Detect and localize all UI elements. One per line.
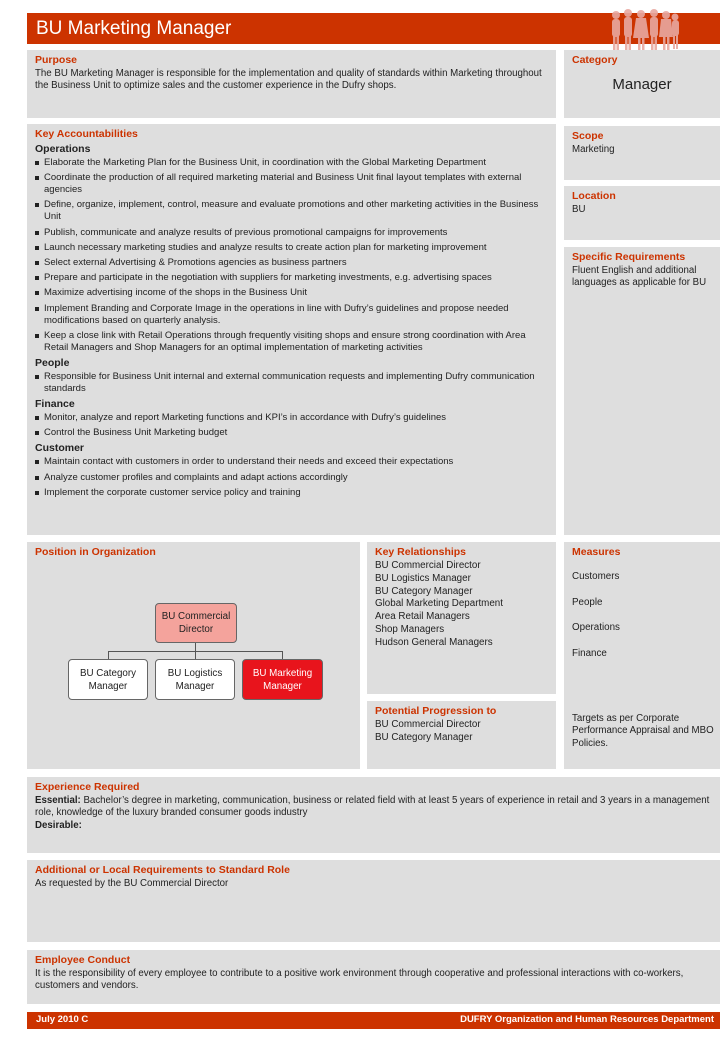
measures-title: Measures (572, 546, 621, 558)
accountability-item: Elaborate the Marketing Plan for the Business Unit, in coordination with the Global Marketing Department (35, 157, 548, 169)
accountability-section-heading: Customer (35, 442, 85, 455)
footer-date: July 2010 C (36, 1014, 89, 1025)
desirable-label: Desirable: (35, 819, 82, 831)
org-node-top-label: BU Commercial Director (161, 611, 231, 635)
accountability-section-heading: Finance (35, 398, 75, 411)
relationship-item: BU Logistics Manager (375, 572, 471, 584)
position-in-organization-title: Position in Organization (35, 546, 156, 558)
accountability-item: Responsible for Business Unit internal and external communication requests and implementing Dufry communication standards (35, 371, 548, 395)
relationship-item: BU Category Manager (375, 585, 473, 597)
purpose-title: Purpose (35, 54, 78, 66)
additional-requirements-text: As requested by the BU Commercial Director (35, 878, 229, 889)
relationship-item: BU Commercial Director (375, 560, 481, 571)
specific-requirements-title: Specific Requirements (572, 251, 686, 263)
accountability-item: Implement the corporate customer service policy and training (35, 487, 548, 499)
measures-list (572, 571, 712, 660)
accountability-item: Maintain contact with customers in order to understand their needs and exceed their expectations (35, 456, 548, 468)
scope-panel (564, 126, 720, 180)
org-node-child-label: BU Marketing Manager (252, 667, 313, 692)
relationship-item: Shop Managers (375, 623, 445, 635)
employee-conduct-text: It is the responsibility of every employee to contribute to a positive work environment through cooperative and professional interactions with co-workers, customers and vendors. (35, 968, 684, 992)
people-silhouettes-image (608, 7, 680, 55)
org-chart (27, 542, 360, 769)
purpose-panel (27, 50, 556, 118)
location-title: Location (572, 190, 616, 202)
key-accountabilities-panel (27, 124, 556, 535)
header-bar (27, 13, 720, 44)
relationship-item: Global Marketing Department (375, 598, 503, 610)
category-value: Manager (612, 76, 672, 93)
scope-title: Scope (572, 130, 604, 142)
purpose-text: The BU Marketing Manager is responsible for the implementation and quality of standards within Marketing throughout the Business Unit to optimize sales and the customer experience in the Dufry shops. (35, 68, 542, 92)
org-connector (282, 651, 283, 659)
accountability-item: Implement Branding and Corporate Image in the operations in line with Dufry’s guidelines and propose needed modifications based on quarterly analysis. (35, 303, 548, 327)
specific-requirements-panel (564, 247, 720, 535)
accountability-section-heading: Operations (35, 143, 91, 155)
accountability-item: Keep a close link with Retail Operations through frequently visiting shops and ensure strong coordination with Area Retail Managers and Shop Managers for an optimal implementation of marketing activities (35, 330, 548, 354)
measure-item: Operations (572, 622, 620, 634)
location-value: BU (572, 204, 586, 215)
accountability-item: Publish, communicate and analyze results of previous promotional campaigns for improvements (35, 227, 548, 239)
accountability-item: Select external Advertising & Promotions agencies as business partners (35, 257, 548, 269)
category-title: Category (572, 54, 618, 66)
progression-item: BU Category Manager (375, 731, 473, 743)
org-node-child-label: BU Logistics Manager (167, 667, 223, 692)
accountability-list (35, 157, 548, 354)
category-panel (564, 50, 720, 118)
measure-item: People (572, 596, 603, 608)
potential-progression-list (375, 719, 548, 745)
key-accountabilities-title: Key Accountabilities (35, 128, 138, 140)
accountability-item: Maximize advertising income of the shops in the Business Unit (35, 287, 548, 299)
experience-required-panel (27, 777, 720, 853)
employee-conduct-panel (27, 950, 720, 1004)
footer-department: DUFRY Organization and Human Resources Department (460, 1014, 714, 1025)
org-node-child-2 (155, 659, 235, 700)
location-panel (564, 186, 720, 240)
key-relationships-title: Key Relationships (375, 546, 467, 558)
measure-item: Customers (572, 571, 620, 582)
accountability-item: Coordinate the production of all required marketing material and Business Unit final layout templates with external agencies (35, 172, 548, 196)
org-node-current-position (242, 659, 323, 700)
accountability-item: Define, organize, implement, control, measure and evaluate promotions and other marketing activities in the Business Unit (35, 199, 548, 223)
measures-panel (564, 542, 720, 769)
experience-required-title: Experience Required (35, 781, 140, 793)
potential-progression-panel (367, 701, 556, 769)
accountability-list (35, 412, 548, 439)
accountability-item: Prepare and participate in the negotiation with suppliers for marketing investments, e.g. advertising spaces (35, 272, 548, 284)
specific-requirements-value: Fluent English and additional languages as applicable for BU (572, 265, 707, 289)
accountability-item: Monitor, analyze and report Marketing functions and KPI’s in accordance with Dufry’s guidelines (35, 412, 548, 424)
scope-value: Marketing (572, 144, 615, 155)
additional-requirements-title: Additional or Local Requirements to Standard Role (35, 864, 290, 876)
org-node-top (155, 603, 237, 643)
accountability-list (35, 371, 548, 395)
position-in-organization-panel (27, 542, 360, 769)
accountability-section-heading: People (35, 356, 70, 369)
key-relationships-list (375, 560, 548, 650)
org-node-child-label: BU Category Manager (79, 667, 137, 692)
accountability-list (35, 456, 548, 498)
relationship-item: Area Retail Managers (375, 611, 470, 623)
org-node-child-1 (68, 659, 148, 700)
footer-bar (27, 1012, 720, 1029)
org-connector (108, 651, 109, 659)
accountability-item: Launch necessary marketing studies and analyze results to create action plan for marketing improvement (35, 242, 548, 254)
potential-progression-title: Potential Progression to (375, 705, 497, 717)
key-relationships-panel (367, 542, 556, 694)
accountability-item: Analyze customer profiles and complaints and adapt actions accordingly (35, 472, 548, 484)
relationship-item: Hudson General Managers (375, 636, 493, 648)
org-connector (195, 643, 196, 651)
accountability-item: Control the Business Unit Marketing budget (35, 427, 548, 439)
progression-item: BU Commercial Director (375, 719, 481, 730)
essential-label: Essential: (35, 795, 81, 806)
org-connector (195, 651, 196, 659)
measure-item: Finance (572, 648, 607, 660)
measures-note: Targets as per Corporate Performance Appraisal and MBO Policies. (572, 713, 714, 749)
page-title: BU Marketing Manager (36, 18, 232, 39)
accountability-sections (35, 143, 548, 499)
employee-conduct-title: Employee Conduct (35, 954, 131, 966)
additional-requirements-panel (27, 860, 720, 942)
essential-text: Bachelor’s degree in marketing, communication, business or related field with at least 5 years of experience in retail and 3 years in a management role, knowledge of the luxury branded consumer goods industry (35, 795, 710, 819)
